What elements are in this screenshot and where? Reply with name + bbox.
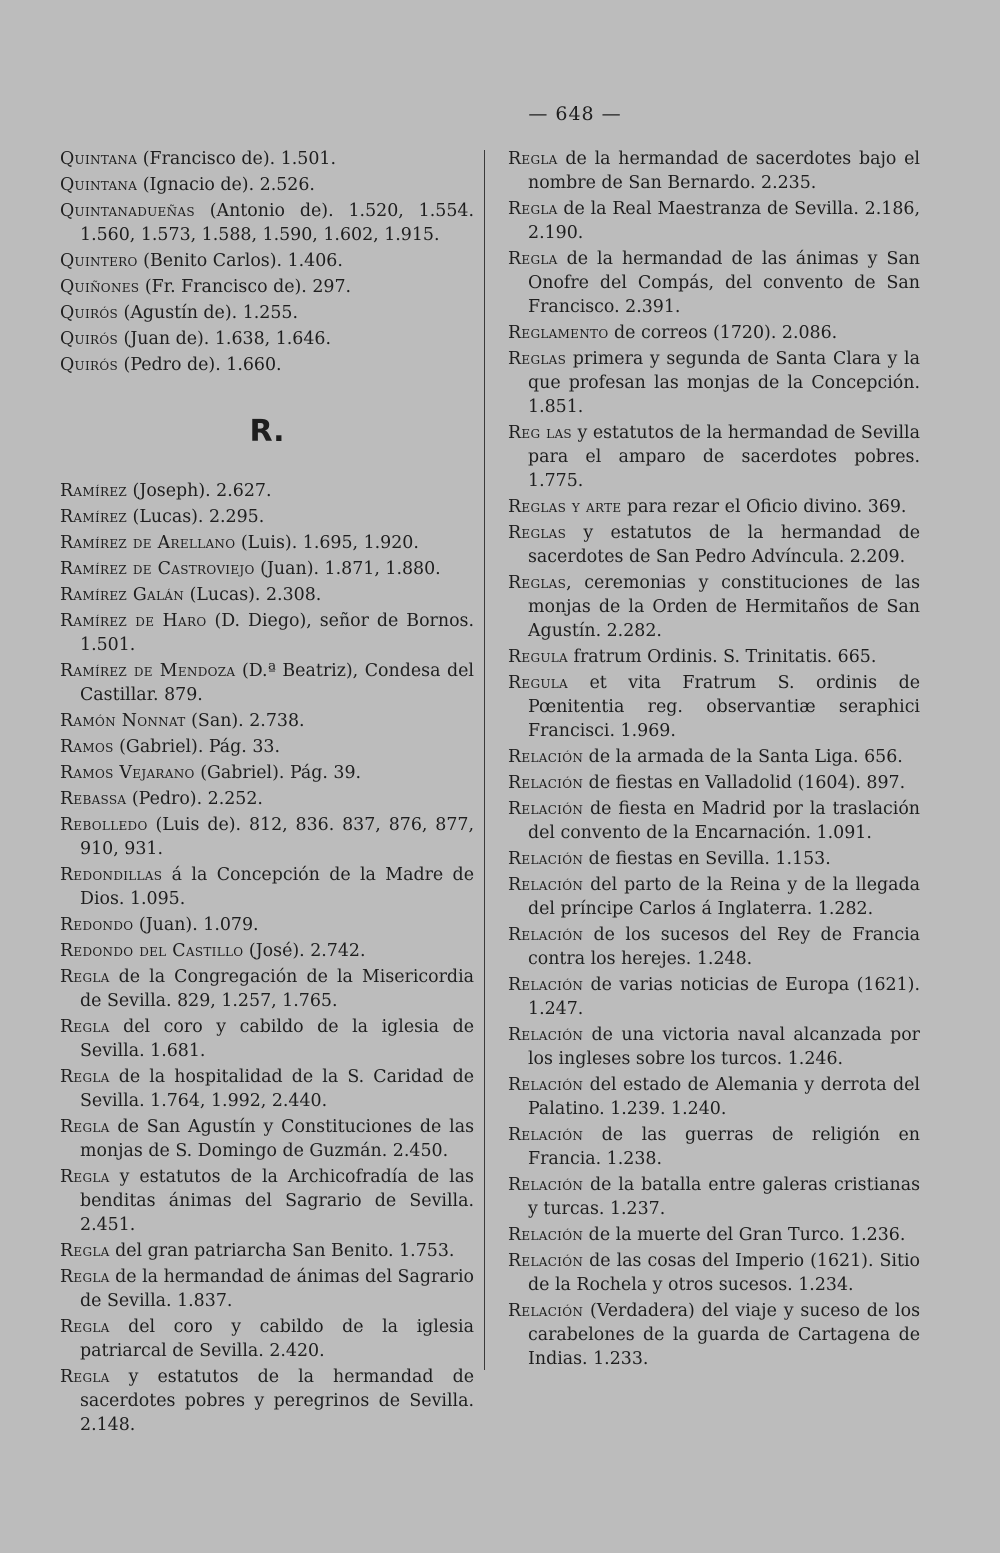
index-entry: [60, 147, 474, 171]
entry-headword: Ramírez de Arellano: [60, 533, 236, 553]
index-entry: [60, 1115, 474, 1163]
index-entry: [508, 847, 920, 871]
entry-headword: Reglas: [508, 523, 567, 543]
index-entry: [508, 671, 920, 743]
entry-headword: Redondo del Castillo: [60, 941, 244, 961]
entry-headword: Regla: [60, 967, 110, 987]
index-entry: [60, 965, 474, 1013]
index-entry: [60, 173, 474, 197]
index-entry: [508, 1173, 920, 1221]
entry-headword: Ramírez: [60, 507, 128, 527]
entry-text: (Fr. Francisco de). 297.: [139, 277, 352, 297]
entry-headword: Ramírez Galán: [60, 585, 185, 605]
index-entry: [60, 761, 474, 785]
index-entry: [60, 353, 474, 377]
index-entry: [508, 495, 920, 519]
entry-text: (Verdadera) del viaje y suceso de los carabelones de la guarda de Cartagena de Indias. 1.233.: [528, 1301, 920, 1369]
entry-text: (Benito Carlos). 1.406.: [137, 251, 343, 271]
entry-text: (Juan). 1.079.: [133, 915, 259, 935]
entry-headword: Regula: [508, 673, 568, 693]
index-entry: [60, 1315, 474, 1363]
index-entry: [60, 583, 474, 607]
entry-headword: Relación: [508, 1075, 584, 1095]
entry-text: (Ignacio de). 2.526.: [137, 175, 315, 195]
index-entry: [60, 557, 474, 581]
entry-headword: Ramírez de Castrovieјo: [60, 559, 255, 579]
index-entry: [508, 873, 920, 921]
index-entry: [508, 1123, 920, 1171]
index-entry: [60, 301, 474, 325]
entry-headword: Relación: [508, 747, 584, 767]
entry-headword: Relación: [508, 1301, 584, 1321]
index-entry: [60, 249, 474, 273]
index-entry: [60, 813, 474, 861]
entry-text: et vita Fratrum S. ordinis de Pœnitentia reg. observantiæ seraphici Francisci. 1.969.: [528, 673, 920, 741]
entry-text: y estatutos de la hermandad de sacerdotes de San Pedro Advíncula. 2.209.: [528, 523, 920, 567]
page-number: — 648 —: [528, 103, 622, 125]
entry-text: (Luis de). 812, 836. 837, 876, 877, 910, 931.: [80, 815, 474, 859]
index-entry: [60, 199, 474, 247]
entry-headword: Ramón Nonnat: [60, 711, 186, 731]
index-entry: [508, 147, 920, 195]
entry-headword: Relación: [508, 1175, 584, 1195]
entry-headword: Quintana: [60, 175, 138, 195]
entry-headword: Regla: [60, 1241, 110, 1261]
entry-headword: Ramos: [60, 737, 114, 757]
entry-text: de fiesta en Madrid por la traslación del convento de la Encarnación. 1.091.: [528, 799, 920, 843]
entry-headword: Relación: [508, 1125, 584, 1145]
entry-headword: Reglas y arte: [508, 497, 622, 517]
entry-text: de la hospitalidad de la S. Caridad de Sevilla. 1.764, 1.992, 2.440.: [80, 1067, 474, 1111]
entry-headword: Regla: [60, 1267, 110, 1287]
entry-headword: Quirós: [60, 329, 119, 349]
entry-text: del gran patriarcha San Benito. 1.753.: [109, 1241, 455, 1261]
entry-headword: Quirós: [60, 355, 119, 375]
entry-text: de la batalla entre galeras cristianas y turcas. 1.237.: [528, 1175, 920, 1219]
entry-headword: Regla: [508, 199, 558, 219]
index-entry: [508, 1299, 920, 1371]
entry-headword: Relación: [508, 975, 584, 995]
entry-headword: Redondillas: [60, 865, 163, 885]
entry-text: de una victoria naval alcanzada por los ingleses sobre los turcos. 1.246.: [528, 1025, 920, 1069]
index-entry: [60, 327, 474, 351]
index-entry: [60, 1265, 474, 1313]
index-entry: [508, 247, 920, 319]
index-entry: [508, 571, 920, 643]
entry-text: (Lucas). 2.295.: [127, 507, 265, 527]
index-entry: [60, 1065, 474, 1113]
entry-headword: Quiñones: [60, 277, 140, 297]
index-entry: [60, 1165, 474, 1237]
index-entry: [60, 505, 474, 529]
entry-text: de la hermandad de ánimas del Sagrario de Sevilla. 1.837.: [80, 1267, 474, 1311]
entry-headword: Regla: [60, 1367, 110, 1387]
entry-headword: Ramos Vejarano: [60, 763, 195, 783]
entry-text: (D.ª Beatriz), Condesa del Castillar. 879.: [80, 661, 474, 705]
entry-headword: Quirós: [60, 303, 119, 323]
entry-headword: Regla: [60, 1067, 110, 1087]
column-divider: [484, 150, 485, 1370]
index-entry: [60, 659, 474, 707]
entry-text: de la Real Maestranza de Sevilla. 2.186, 2.190.: [528, 199, 920, 243]
left-column: [60, 147, 474, 1439]
entry-headword: Reglas: [508, 573, 567, 593]
entries-q: [60, 147, 474, 377]
entry-text: de las guerras de religión en Francia. 1.238.: [528, 1125, 920, 1169]
entry-headword: Relación: [508, 1225, 584, 1245]
entry-text: del parto de la Reina y de la llegada del príncipe Carlos á Inglaterra. 1.282.: [528, 875, 920, 919]
section-letter: R.: [249, 414, 285, 449]
entry-text: para rezar el Oficio divino. 369.: [621, 497, 907, 517]
entry-text: (San). 2.738.: [185, 711, 305, 731]
entry-text: de fiestas en Valladolid (1604). 897.: [583, 773, 906, 793]
entry-text: (Luis). 1.695, 1.920.: [235, 533, 419, 553]
entry-text: á la Concepción de la Madre de Dios. 1.095.: [80, 865, 474, 909]
entry-text: (José). 2.742.: [243, 941, 366, 961]
entry-text: (Lucas). 2.308.: [184, 585, 322, 605]
entry-text: de la armada de la Santa Liga. 656.: [583, 747, 903, 767]
index-entry: [60, 735, 474, 759]
entry-headword: Regla: [60, 1017, 110, 1037]
index-entry: [508, 771, 920, 795]
index-entry: [60, 1239, 474, 1263]
entry-text: de las cosas del Imperio (1621). Sitio de la Rochela y otros sucesos. 1.234.: [528, 1251, 920, 1295]
index-entry: [60, 913, 474, 937]
entry-text: de correos (1720). 2.086.: [608, 323, 838, 343]
index-entry: [60, 709, 474, 733]
index-entry: [60, 863, 474, 911]
entry-text: primera y segunda de Santa Clara y la que profesan las monjas de la Concepción. 1.851.: [528, 349, 920, 417]
index-entry: [508, 197, 920, 245]
entry-headword: Quintero: [60, 251, 138, 271]
right-column: [508, 147, 920, 1373]
entry-text: (Agustín de). 1.255.: [118, 303, 299, 323]
entry-text: de fiestas en Sevilla. 1.153.: [583, 849, 831, 869]
entry-headword: Reg las: [508, 423, 572, 443]
entry-headword: Regula: [508, 647, 568, 667]
entry-headword: Regla: [508, 149, 558, 169]
entry-text: de varias noticias de Europa (1621). 1.247.: [528, 975, 920, 1019]
entry-text: (D. Diego), señor de Bornos. 1.501.: [80, 611, 474, 655]
index-entry: [508, 347, 920, 419]
index-entry: [508, 421, 920, 493]
entry-headword: Relación: [508, 799, 584, 819]
entry-text: (Gabriel). Pág. 39.: [194, 763, 362, 783]
entry-headword: Relación: [508, 773, 584, 793]
entry-text: fratrum Ordinis. S. Trinitatis. 665.: [568, 647, 877, 667]
index-entry: [508, 645, 920, 669]
entry-text: del coro y cabildo de la iglesia de Sevilla. 1.681.: [80, 1017, 474, 1061]
entry-text: y estatutos de la hermandad de sacerdotes pobres y peregrinos de Sevilla. 2.148.: [80, 1367, 474, 1435]
entry-text: y estatutos de la hermandad de Sevilla para el amparo de sacerdotes pobres. 1.775.: [528, 423, 920, 491]
entry-headword: Rebolledo: [60, 815, 148, 835]
entry-text: (Joseph). 2.627.: [127, 481, 272, 501]
entry-headword: Regla: [60, 1117, 110, 1137]
entry-headword: Redondo: [60, 915, 134, 935]
index-entry: [60, 787, 474, 811]
entry-text: , ceremonias y constituciones de las monjas de la Orden de Hermitaños de San Agustín. 2.282.: [528, 573, 920, 641]
entry-text: (Juan de). 1.638, 1.646.: [118, 329, 332, 349]
index-entry: [508, 521, 920, 569]
entry-headword: Ramírez de Haro: [60, 611, 207, 631]
entry-headword: Regla: [60, 1167, 110, 1187]
entry-text: del coro y cabildo de la iglesia patriarcal de Sevilla. 2.420.: [80, 1317, 474, 1361]
entry-text: de la muerte del Gran Turco. 1.236.: [583, 1225, 906, 1245]
index-entry: [60, 609, 474, 657]
entries-r-left: [60, 479, 474, 1437]
entry-headword: Relación: [508, 1251, 584, 1271]
entry-text: de la hermandad de las ánimas y San Onofre del Compás, del convento de San Francisco. 2.391.: [528, 249, 920, 317]
index-entry: [60, 479, 474, 503]
entry-headword: Relación: [508, 1025, 584, 1045]
entry-headword: Ramírez de Mendoza: [60, 661, 236, 681]
index-entry: [60, 531, 474, 555]
entry-headword: Relación: [508, 925, 584, 945]
entry-text: (Antonio de). 1.520, 1.554. 1.560, 1.573, 1.588, 1.590, 1.602, 1.915.: [80, 201, 474, 245]
index-entry: [60, 1015, 474, 1063]
index-entry: [60, 1365, 474, 1437]
entry-headword: Ramírez: [60, 481, 128, 501]
entry-text: y estatutos de la Archicofradía de las benditas ánimas del Sagrario de Sevilla. 2.451.: [80, 1167, 474, 1235]
entry-headword: Relación: [508, 849, 584, 869]
index-entry: [508, 797, 920, 845]
entry-text: (Francisco de). 1.501.: [137, 149, 337, 169]
entry-text: de los sucesos del Rey de Francia contra los herejes. 1.248.: [528, 925, 920, 969]
entry-text: (Pedro). 2.252.: [126, 789, 263, 809]
index-entry: [508, 1223, 920, 1247]
index-entry: [508, 1073, 920, 1121]
entry-text: (Juan). 1.871, 1.880.: [254, 559, 441, 579]
entry-text: de la hermandad de sacerdotes bajo el nombre de San Bernardo. 2.235.: [528, 149, 920, 193]
index-entry: [508, 1023, 920, 1071]
entry-text: (Gabriel). Pág. 33.: [113, 737, 281, 757]
index-entry: [508, 1249, 920, 1297]
index-entry: [508, 973, 920, 1021]
entry-text: de la Congregación de la Misericordia de Sevilla. 829, 1.257, 1.765.: [80, 967, 474, 1011]
entry-headword: Quintana: [60, 149, 138, 169]
entry-headword: Rebassa: [60, 789, 127, 809]
entry-headword: Regla: [60, 1317, 110, 1337]
entry-text: del estado de Alemania y derrota del Palatino. 1.239. 1.240.: [528, 1075, 920, 1119]
index-entry: [508, 321, 920, 345]
entry-headword: Quintanadueñas: [60, 201, 195, 221]
index-entry: [60, 275, 474, 299]
index-entry: [60, 939, 474, 963]
entry-headword: Regla: [508, 249, 558, 269]
entry-text: de San Agustín y Constituciones de las monjas de S. Domingo de Guzmán. 2.450.: [80, 1117, 474, 1161]
entry-headword: Reglamento: [508, 323, 609, 343]
entry-text: (Pedro de). 1.660.: [118, 355, 282, 375]
index-entry: [508, 745, 920, 769]
entries-r-right: [508, 147, 920, 1371]
index-entry: [508, 923, 920, 971]
entry-headword: Reglas: [508, 349, 567, 369]
entry-headword: Relación: [508, 875, 584, 895]
